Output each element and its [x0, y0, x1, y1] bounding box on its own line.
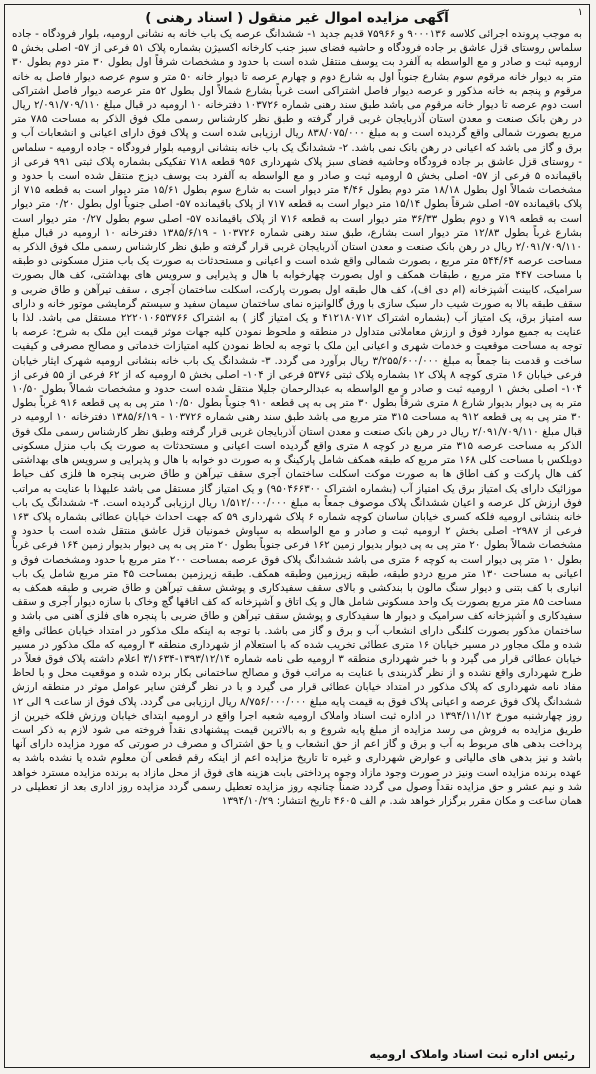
notice-signature: رئیس اداره ثبت اسناد واملاک ارومیه — [369, 1047, 575, 1061]
notice-title: آگهی مزایده اموال غیر منقول ( اسناد رهنی ) — [145, 10, 449, 26]
corner-mark: ۱ — [577, 7, 583, 18]
notice-body: به موجب پرونده اجرائی کلاسه ۹۰۰۰۱۳۶ و ۷۵۹۶۶ قدیم جدید ۱- ششدانگ عرصه یک باب خانه به نشانی ارومیه، بلوار فرودگاه - جاده سلماس روستای قزل عاشق بر جاده فرودگاه و حاشیه فضای سبز جنب کارخانه اکسیژن بشماره پلاک ۵۱ فرعی از ۵۷- اصلی بخش ۵ ارومیه ثبت و صادر و مع الواسطه به آلفرد بت یوسف منتقل شده است با حدود و مشخصات شرقاً اول بطول ۳۰ متر دوم بطول ۳۰ متر به دیوار خانه مرقوم سوم بشارع جنوباً اول به شارع دوم و چهارم عرصه تا دیوار خانه ۵۰ متر و سوم عرصه دیوار فاصل به خانه مرقوم و پنجم به خانه مذکور و عرصه دیوار فاصل اشتراکی است غرباً بشارع شمالاً اول بطول ۵۲ متر عرصه دیوار فاصل اشتراکی است دوم عرصه تا دیوار خانه مرقوم می باشد طبق سند رهنی شماره ۱۰۳۷۲۶ دفترخانه ۱۰ ارومیه در قبال مبلغ ۲/۰۹۱/۷۰۹/۱۱۰ ریال در رهن بانک صنعت و معدن استان آذربایجان غربی قرار گرفته و طبق نظر کارشناس رسمی ملک فوق الذکر به مساحت ۷۸۵ متر مربع بصورت شمالی واقع گردیده است و به مبلغ ۸۳۸/۰۷۵/۰۰۰ ریال ارزیابی شده است و پلاک فوق دارای اعیانی و انشعابات آب و برق و گاز می باشد که اعیانی در رهن بانک نمی باشد. ۲- ششدانگ یک باب خانه بنشانی ارومیه بلوار فرودگاه - جاده ارومیه - سلماس - روستای قزل عاشق بر جاده فرودگاه وحاشیه فضای سبز پلاک شهرداری ۹۵۶ قطعه ۷۱۸ تفکیکی بشماره پلاک ثبتی ۹۹۱ فرعی از باقیمانده ۵ فرعی از ۵۷- اصلی بخش ۵ ارومیه ثبت و صادر و مع الواسطه به آلفرد بت یوسف دیزج منتقل شده است با حدود و مشخصات شمالاً اول بطول ۱۸/۱۸ متر دوم بطول ۴/۴۶ متر دیوار است به شارع سوم بطول ۱۵/۶۱ متر دیوار است به قطعه ۷۱۵ از پلاک باقیمانده ۵۷- اصلی شرقاً بطول ۱۵/۱۴ متر دیوار است به قطعه ۷۱۷ از پلاک باقیمانده ۵۷- اصلی جنوباً اول بطول ۰/۲۰ متر دیوار است به قطعه ۷۱۹ و دوم بطول ۳۶/۳۳ متر دیوار است به قطعه ۷۱۶ از پلاک باقیمانده ۵۷- اصلی سوم بطول ۰/۲۷ متر دیوار است بشارع غرباً بطول ۱۲/۸۳ متر دیوار است بشارع، طبق سند رهنی شماره ۱۰۳۷۲۶ - ۱۳۸۵/۶/۱۹ دفترخانه ۱۰ ارومیه در قبال مبلغ ۲/۰۹۱/۷۰۹/۱۱۰ ریال در رهن بانک صنعت و معدن استان آذربایجان غربی قرار گرفته و طبق نظر کارشناس رسمی ملک فوق الذکر به مساحت عرصه ۵۴۴/۶۴ متر مربع ، بصورت شمالی واقع شده است و اعیانی و مستحدثات به صورت یک باب منزل مسکونی دو طبقه با مساحت ۴۴۷ متر مربع ، طبقات همکف و اول بصورت چهارخوابه با هال و پذیرایی و سرویس های بهداشتی، کف هال بصورت سرامیک، کابینت آشپزخانه (ام دی اف)، کف هال طبقه اول بصورت پارکت، اسکلت ساختمان آجری ، سقف تیرآهن و طاق ضربی و سقف طبقه بالا به صورت شیب دار سبک سازی با ورق گالوانیزه نمای ساختمان سیمان سفید و سیستم گرمایشی موتور خانه و دارای سه امتیاز برق، یک امتیاز آب (بشماره اشتراک ۴۱۲۱۸۰۷۱۲ و یک امتیاز گاز ) به اشتراک ۲۲۲۰۱۰۶۵۳۷۶۶ مستقل می باشد. لذا با عنایت به جمیع موارد فوق و ارزش معاملاتی متداول در منطقه و ملحوظ نمودن کلیه جهات موثر قیمت این ملک به شرح: عرصه با توجه به مساحت موقعیت و خدمات شهری و اعیانی این ملک با توجه به لحاظ نمودن کلیه امتیازات خدماتی و مصالح مصرفی و کیفیت ساخت و قدمت بنا جمعاً به مبلغ ۳/۲۵۵/۶۰۰/۰۰۰ ریال برآورد می گردد. ۳- ششدانگ یک باب خانه بنشانی ارومیه شهرک ایثار خیابان فرعی خیابان ۱۶ متری کوچه ۸ پلاک ۱۲ بشماره پلاک ثبتی ۵۳۷۶ فرعی از ۱۰۴- اصلی بخش ۵ ارومیه که از ۶۲ فرعی از ۵۵ فرعی از ۱۰۴- اصلی بخش ۱ ارومیه ثبت و صادر و مع الواسطه به عبدالرحمان جلیلا منتقل شده است حدود و مشخصات شمالاً بطول ۱۰/۵۰ متر به پی دیوار بدیوار شارع ۸ متری شرقاً بطول ۳۰ متر پی به پی قطعه ۹۱۰ جنوباً بطول ۱۰/۵۰ متر پی به پی قطعه ۹۱۶ غرباً بطول ۳۰ متر پی به پی قطعه ۹۱۲ به مساحت ۳۱۵ متر مربع می باشد طبق سند رهنی شماره ۱۰۳۷۲۶ - ۱۳۸۵/۶/۱۹ دفترخانه ۱۰ ارومیه در قبال مبلغ ۲/۰۹۱/۷۰۹/۱۱۰ ریال در رهن بانک صنعت و معدن استان آذربایجان غربی قرار گرفته وطبق نظر کارشناس رسمی ملک فوق الذکر به مساحت عرصه ۳۱۵ متر مربع در کوچه ۸ متری واقع گردیده است اعیانی و مستحدثات به صورت یک باب منزل مسکونی دوبلکس با مساحت کلی ۱۶۸ متر مربع که طبقه همکف شامل پارکینگ و به صورت دو خوابه با هال و پذیرایی و سرویس های بهداشتی کف هال پارکت و کف اطاق ها به صورت موکت اسکلت ساختمان آجری سقف تیرآهن و طاق ضربی پنجره ها فلزی کف حیاط موزائیک دارای یک امتیاز برق یک امتیاز آب (بشماره اشتراک ۹۵۰۴۶۶۳۰۰) و یک امتیاز گاز مستقل می باشد علیهذا با عنایت به مراتب فوق ارزش کل عرصه و اعیان ششدانگ پلاک موصوف جمعاً به مبلغ ۱/۵۱۲/۰۰۰/۰۰۰ ریال ارزیابی گردیده است. ۴- ششدانگ یک باب خانه بنشانی ارومیه فلکه کسری خیابان ساسان کوچه شماره ۶ پلاک شهرداری ۵۹ که جهت احداث خیابان عطائی بشماره پلاک ۱۶۳ فرعی از ۲۹۸۷- اصلی بخش ۲ ارومیه ثبت و صادر و مع الواسطه به سیاوش خمونیان قزل عاشق منتقل شده است با حدود و مشخصات شمالاً بطول ۲۰ متر پی به پی دیوار بدیوار زمین ۱۶۲ فرعی جنوباً بطول ۲۰ متر پی به پی دیوار بدیوار زمین ۱۶۴ فرعی غرباً بطول ۱۰ متر پی دیوار است به کوچه ۶ متری می باشد ششدانگ پلاک فوق عرصه بمساحت ۲۰۰ متر مربع با حدود ومشخصات فوق و اعیانی به مساحت ۱۳۰ متر مربع دردو طبقه، طبقه زیرزمین وطبقه همکف. طبقه زیرزمین بمساحت ۴۵ متر مربع شامل یک باب انباری با کف بتنی و دیوار سنگ مالون با بندکشی و بالای سقف سفیدکاری و پوشش سقف تیرآهن و طاق ضربی و طبقه همکف به مساحت ۸۵ متر مربع بصورت یک واحد مسکونی شامل هال و یک اتاق و آشپزخانه که کف اتاقها گچ وخاک با سازه دیوار آجری و سقف سفیدکاری و آشپزخانه کف سرامیک و دیوار ها سفیدکاری و پوشش سقف تیرآهن و طاق ضربی با پنجره های فلزی آهنی می باشد و ساختمان مذکور بصورت کلنگی دارای انشعاب آب و برق و گاز می باشد. با توجه به اینکه ملک مذکور در امتداد خیابان عطائی واقع شده و ملک مجاور در مسیر خیابان ۱۶ متری عطائی تخریب شده که با استعلام از شهرداری منطقه ۳ ارومیه که ملک مذکور در مسیر خیابان عطائی قرار می گیرد و با خبر شهرداری منطقه ۳ ارومیه طی نامه شماره ۱۳۹۳/۱۲/۱۴-۳/۱۶۳۴ اعلام داشته پلاک فوق فعلاً در طرح شهرداری واقع نشده و از نظر گذربندی با عنایت به مراتب فوق و مصالح ساختمانی بکار برده شده و موقعیت محل و با لحاظ مفاد نامه شهرداری که پلاک مذکور در امتداد خیابان عطائی قرار می گیرد و با در نظر گرفتن سایر عوامل موثر در منطقه ارزش ششدانگ پلاک فوق عرصه و اعیانی پلاک فوق به قیمت پایه مبلغ ۸/۷۵۶/۰۰۰/۰۰۰ ریال ارزیابی می گردد. پلاک فوق از ساعت ۹ الی ۱۲ روز چهارشنبه مورخ ۱۳۹۴/۱۱/۱۲ در اداره ثبت اسناد واملاک ارومیه شعبه اجرا واقع در ارومیه ابتدای خیابان ورزش فلکه خیرین از طریق مزایده به فروش می رسد مزایده از مبلغ پایه شروع و به بالاترین قیمت پیشنهادی نقداً فروخته می شود لازم به ذکر است پرداخت بدهی های مربوط به آب و برق و گاز اعم از حق انشعاب و یا حق اشتراک و مصرف در صورتی که مورد مزایده دارای آنها باشد و نیز بدهی های مالیاتی و عوارض شهرداری و غیره تا تاریخ مزایده اعم از اینکه رقم قطعی آن معلوم شده یا نشده باشد به عهده برنده مزایده است ونیز در صورت وجود مازاد وجوه پرداختی بابت هزینه های فوق از محل مازاد به برنده مزایده مسترد خواهد شد و نیم عشر و حق مزایده نقداً وصول می گردد ضمناً چنانچه روز مزایده تعطیل رسمی گردد مزایده روز اداری بعد از تعطیلی در همان ساعت و مکان مقرر برگزار خواهد شد. م الف ۴۶۰۵ تاریخ انتشار: ۱۳۹۴/۱۰/۲۹ — [12, 28, 583, 807]
notice-sheet — [4, 4, 590, 1068]
